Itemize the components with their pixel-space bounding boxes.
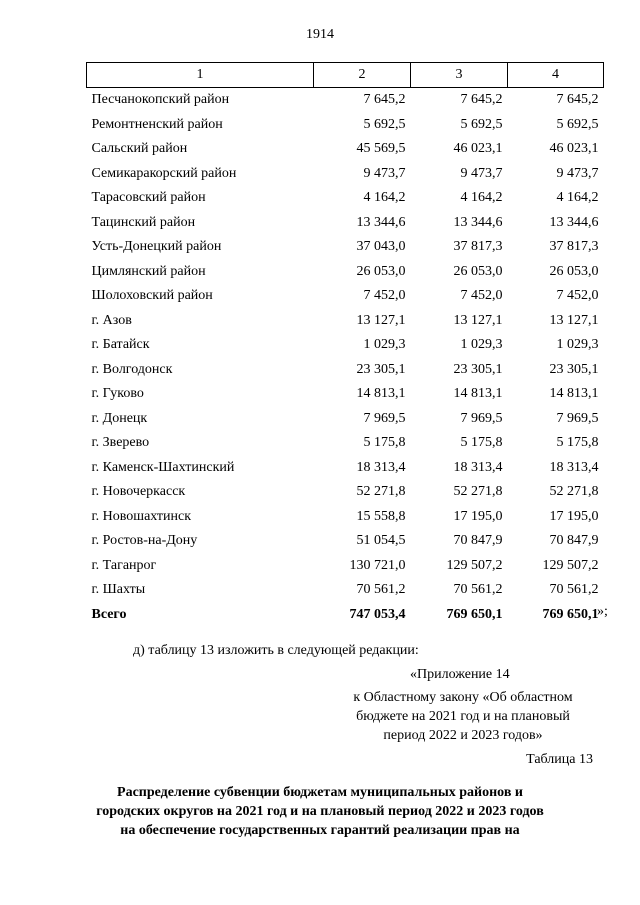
row-name: г. Батайск bbox=[91, 337, 150, 352]
law-reference-line: бюджете на 2021 год и на плановый bbox=[356, 709, 570, 724]
heading-line: на обеспечение государственных гарантий реализации прав на bbox=[120, 823, 520, 838]
total-closing-quote: »; bbox=[597, 604, 608, 619]
row-value-2022: 37 817,3 bbox=[453, 239, 503, 254]
table-row bbox=[87, 480, 604, 505]
row-value-2023: 23 305,1 bbox=[549, 361, 599, 377]
row-value-2022: 17 195,0 bbox=[453, 508, 503, 524]
row-name: Сальский район bbox=[91, 141, 188, 156]
row-value-2022: 4 164,2 bbox=[460, 190, 503, 205]
row-value-2023: 7 452,0 bbox=[556, 288, 599, 303]
table-total-row bbox=[87, 603, 604, 628]
row-value-2023: 4 164,2 bbox=[556, 190, 599, 205]
row-name: г. Каменск-Шахтинский bbox=[91, 459, 235, 475]
row-value-2021: 7 645,2 bbox=[363, 92, 406, 107]
row-value-2022: 46 023,1 bbox=[453, 141, 503, 156]
heading-line: Распределение субвенции бюджетам муниципальных районов и bbox=[117, 785, 523, 800]
row-value-2023: 5 692,5 bbox=[556, 116, 599, 132]
table-row bbox=[87, 260, 604, 285]
row-value-2023: 18 313,4 bbox=[549, 459, 599, 475]
row-name: Тацинский район bbox=[91, 214, 196, 230]
row-value-2022: 52 271,8 bbox=[453, 484, 503, 499]
table-row bbox=[87, 505, 604, 530]
row-value-2022: 769 650,1 bbox=[446, 606, 503, 622]
row-value-2023: 46 023,1 bbox=[549, 141, 599, 156]
heading-line: городских округов на 2021 год и на плановый период 2022 и 2023 годов bbox=[96, 804, 544, 819]
row-value-2021: 37 043,0 bbox=[356, 239, 406, 254]
row-value-2021: 45 569,5 bbox=[356, 141, 406, 156]
row-name: г. Донецк bbox=[91, 410, 148, 426]
row-name: г. Волгодонск bbox=[91, 361, 173, 377]
amendment-paragraph: д) таблицу 13 изложить в следующей редакции: bbox=[133, 643, 419, 658]
budget-table bbox=[86, 62, 604, 627]
row-value-2021: 15 558,8 bbox=[356, 508, 406, 524]
row-value-2021: 130 721,0 bbox=[349, 557, 406, 573]
row-value-2023: 17 195,0 bbox=[549, 508, 599, 524]
table-row bbox=[87, 407, 604, 432]
row-name: г. Таганрог bbox=[91, 557, 157, 573]
row-value-2021: 4 164,2 bbox=[363, 190, 406, 205]
table-row bbox=[87, 235, 604, 260]
row-value-2023: 1 029,3 bbox=[556, 337, 599, 352]
table-row bbox=[87, 162, 604, 187]
table-row bbox=[87, 137, 604, 162]
row-value-2023: 37 817,3 bbox=[549, 239, 599, 254]
row-name: Шолоховский район bbox=[91, 288, 213, 303]
row-value-2023: 14 813,1 bbox=[549, 386, 599, 401]
row-value-2021: 13 344,6 bbox=[356, 214, 406, 230]
row-value-2022: 70 847,9 bbox=[453, 533, 503, 548]
row-value-2023: 7 969,5 bbox=[556, 410, 599, 426]
table-header-row bbox=[87, 63, 604, 88]
row-value-2021: 26 053,0 bbox=[356, 263, 406, 279]
table-row bbox=[87, 333, 604, 358]
row-name: Семикаракорский район bbox=[91, 165, 237, 181]
row-value-2021: 14 813,1 bbox=[356, 386, 406, 401]
row-name: г. Зверево bbox=[91, 435, 150, 450]
row-name: г. Азов bbox=[91, 312, 132, 328]
row-value-2021: 7 452,0 bbox=[363, 288, 406, 303]
appendix-label: «Приложение 14 bbox=[410, 667, 510, 682]
table-row bbox=[87, 456, 604, 481]
table-row bbox=[87, 431, 604, 456]
table-row bbox=[87, 382, 604, 407]
row-value-2023: 9 473,7 bbox=[556, 165, 599, 181]
table-row bbox=[87, 358, 604, 383]
row-value-2022: 18 313,4 bbox=[453, 459, 503, 475]
table-row bbox=[87, 578, 604, 603]
row-name: г. Шахты bbox=[91, 582, 146, 597]
row-name: Песчанокопский район bbox=[91, 92, 230, 107]
table-row bbox=[87, 284, 604, 309]
row-value-2022: 70 561,2 bbox=[453, 582, 503, 597]
row-value-2023: 769 650,1 bbox=[542, 606, 599, 622]
row-value-2021: 23 305,1 bbox=[356, 361, 406, 377]
row-value-2021: 5 175,8 bbox=[363, 435, 406, 450]
page-number: 1914 bbox=[306, 27, 334, 42]
row-value-2021: 7 969,5 bbox=[363, 410, 406, 426]
row-name: Тарасовский район bbox=[91, 190, 206, 205]
row-value-2023: 5 175,8 bbox=[556, 435, 599, 450]
row-value-2023: 129 507,2 bbox=[542, 557, 599, 573]
row-value-2023: 70 561,2 bbox=[549, 582, 599, 597]
row-value-2022: 26 053,0 bbox=[453, 263, 503, 279]
row-name: Цимлянский район bbox=[91, 263, 206, 279]
table-row bbox=[87, 529, 604, 554]
row-value-2022: 7 969,5 bbox=[460, 410, 503, 426]
row-value-2022: 9 473,7 bbox=[460, 165, 503, 181]
row-name: г. Ростов-на-Дону bbox=[91, 533, 198, 548]
column-header: 3 bbox=[411, 63, 508, 88]
row-value-2021: 9 473,7 bbox=[363, 165, 406, 181]
section-heading bbox=[82, 783, 558, 840]
table-row bbox=[87, 113, 604, 138]
row-name: Всего bbox=[91, 606, 127, 622]
row-value-2022: 13 127,1 bbox=[453, 312, 503, 328]
row-value-2023: 13 344,6 bbox=[549, 214, 599, 230]
row-value-2023: 52 271,8 bbox=[549, 484, 599, 499]
row-name: Ремонтненский район bbox=[91, 116, 223, 132]
table-row bbox=[87, 211, 604, 236]
column-header: 1 bbox=[87, 63, 314, 88]
table-label: Таблица 13 bbox=[526, 752, 593, 767]
table-row bbox=[87, 554, 604, 579]
law-reference-line: к Областному закону «Об областном bbox=[353, 690, 573, 705]
row-value-2023: 7 645,2 bbox=[556, 92, 599, 107]
law-reference-line: период 2022 и 2023 годов» bbox=[383, 728, 543, 743]
row-value-2022: 1 029,3 bbox=[460, 337, 503, 352]
row-value-2021: 70 561,2 bbox=[356, 582, 406, 597]
row-value-2021: 51 054,5 bbox=[356, 533, 406, 548]
table-row bbox=[87, 186, 604, 211]
row-value-2022: 5 175,8 bbox=[460, 435, 503, 450]
row-value-2021: 52 271,8 bbox=[356, 484, 406, 499]
row-value-2021: 13 127,1 bbox=[356, 312, 406, 328]
row-value-2021: 1 029,3 bbox=[363, 337, 406, 352]
row-value-2022: 14 813,1 bbox=[453, 386, 503, 401]
row-name: Усть-Донецкий район bbox=[91, 239, 222, 254]
row-value-2021: 747 053,4 bbox=[349, 606, 406, 622]
row-value-2021: 5 692,5 bbox=[363, 116, 406, 132]
column-header: 2 bbox=[314, 63, 411, 88]
row-value-2021: 18 313,4 bbox=[356, 459, 406, 475]
table-row bbox=[87, 88, 604, 113]
row-value-2022: 129 507,2 bbox=[446, 557, 503, 573]
row-value-2022: 7 452,0 bbox=[460, 288, 503, 303]
row-value-2023: 26 053,0 bbox=[549, 263, 599, 279]
table-row bbox=[87, 309, 604, 334]
row-value-2023: 13 127,1 bbox=[549, 312, 599, 328]
row-name: г. Гуково bbox=[91, 386, 144, 401]
row-name: г. Новочеркасск bbox=[91, 484, 186, 499]
column-header: 4 bbox=[508, 63, 604, 88]
row-value-2022: 7 645,2 bbox=[460, 92, 503, 107]
row-value-2022: 13 344,6 bbox=[453, 214, 503, 230]
law-reference bbox=[338, 688, 588, 745]
row-name: г. Новошахтинск bbox=[91, 508, 192, 524]
row-value-2022: 23 305,1 bbox=[453, 361, 503, 377]
row-value-2023: 70 847,9 bbox=[549, 533, 599, 548]
row-value-2022: 5 692,5 bbox=[460, 116, 503, 132]
